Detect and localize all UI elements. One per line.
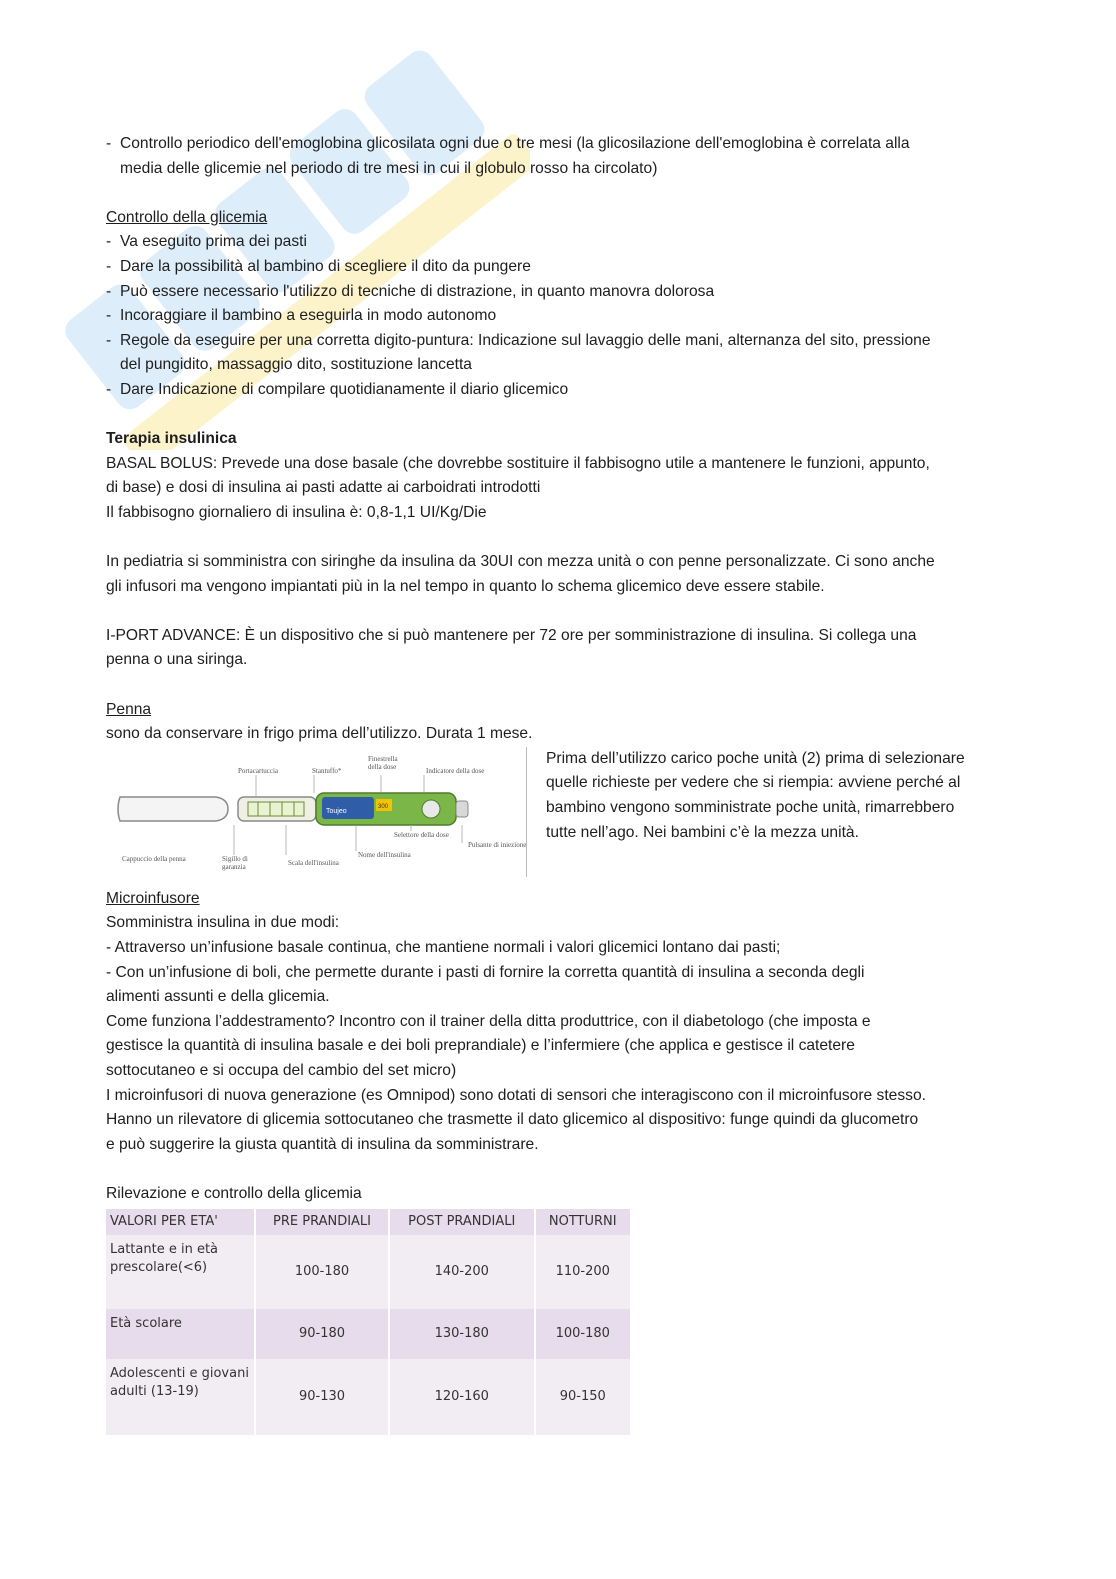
iport-line: penna o una siringa. (106, 651, 248, 669)
glycemia-table (106, 1209, 632, 1435)
iport-line: I-PORT ADVANCE: È un dispositivo che si può mantenere per 72 ore per somministrazione di insulina. Si collega una (106, 626, 917, 644)
column-header: PRE PRANDIALI (255, 1209, 389, 1235)
microinfusore-line: Come funziona l’addestramento? Incontro con il trainer della ditta produttrice, con il diabetologo (che imposta e (106, 1012, 871, 1030)
pen-brand-text: Toujeo (326, 807, 347, 815)
pen-label: Portacartuccia (238, 766, 279, 775)
column-header: VALORI PER ETA' (106, 1209, 255, 1235)
microinfusore-heading: Microinfusore (106, 889, 200, 907)
pen-label: Finestrella della dose (368, 754, 398, 771)
pen-label: Sigillo di garanzia (222, 854, 248, 871)
list-item: - Può essere necessario l'utilizzo di tecniche di distrazione, in quanto manovra dolorosa (106, 282, 715, 300)
basal-bolus-line: di base) e dosi di insulina ai pasti adatte ai carboidrati introdotti (106, 479, 541, 497)
penna-side-text: Prima dell’utilizzo carico poche unità (2) prima di selezionare quelle richieste per vedere che si riempia: avviene perché al bambino vengono somministrate poche unità, rimarrebbero tutte nell’ago. Nei bambini c’è la mezza unità. (546, 749, 965, 841)
pediatria-line: gli infusori ma vengono impiantati più in la nel tempo in quanto lo schema glicemico deve essere stabile. (106, 577, 825, 595)
hba1c-bullet: - Controllo periodico dell'emoglobina glicosilata ogni due o tre mesi (la glicosilazione dell'emoglobina è correlata alla media delle glicemie nel periodo di tre mesi in cui il globulo rosso ha circolato) (106, 135, 910, 177)
terapia-heading: Terapia insulinica (106, 430, 237, 448)
pen-label: Pulsante di iniezione (468, 840, 527, 849)
table-row: Adolescenti e giovani adulti (13-19) 90-130 120-160 90-150 (106, 1359, 631, 1435)
list-item: - Regole da eseguire per una corretta digito-puntura: Indicazione sul lavaggio delle mani, alternanza del sito, pressione del pungidito, massaggio dito, sostituzione lancetta (106, 331, 931, 374)
table-row: Età scolare 90-180 130-180 100-180 (106, 1309, 631, 1359)
microinfusore-line: - Attraverso un’infusione basale continua, che mantiene normali i valori glicemici lontano dai pasti; (106, 939, 781, 957)
list-item: - Dare Indicazione di compilare quotidianamente il diario glicemico (106, 380, 569, 398)
microinfusore-line: - Con un’infusione di boli, che permette durante i pasti di fornire la corretta quantità di insulina a seconda degli (106, 963, 865, 981)
list-item: - Dare la possibilità al bambino di scegliere il dito da pungere (106, 257, 531, 275)
pediatria-line: In pediatria si somministra con siringhe da insulina da 30UI con mezza unità o con penne personalizzate. Ci sono anche (106, 553, 935, 571)
list-item: - Va eseguito prima dei pasti (106, 233, 307, 251)
pen-label: Scala dell'insulina (288, 858, 339, 867)
microinfusore-line: alimenti assunti e della glicemia. (106, 988, 330, 1006)
pen-dose-text: 300 (378, 803, 389, 810)
penna-heading: Penna (106, 700, 152, 718)
basal-bolus-line: BASAL BOLUS: Prevede una dose basale (che dovrebbe sostituire il fabbisogno utile a mantenere le funzioni, appunto, (106, 454, 930, 472)
microinfusore-line: I microinfusori di nuova generazione (es Omnipod) sono dotati di sensori che interagiscono con il microinfusore stesso. (106, 1086, 926, 1104)
pen-label: Indicatore della dose (426, 766, 485, 775)
insulin-pen-figure (106, 747, 527, 877)
table-row: Lattante e in età prescolare(<6) 100-180 140-200 110-200 (106, 1235, 631, 1309)
column-header: POST PRANDIALI (389, 1209, 534, 1235)
penna-line: sono da conservare in frigo prima dell’utilizzo. Durata 1 mese. (106, 725, 533, 743)
list-item: - Incoraggiare il bambino a eseguirla in modo autonomo (106, 307, 497, 325)
table-header-row (106, 1209, 631, 1235)
microinfusore-line: e può suggerire la giusta quantità di insulina da somministrare. (106, 1135, 539, 1153)
document-page (106, 132, 1006, 1435)
controllo-heading: Controllo della glicemia (106, 208, 268, 226)
microinfusore-line: Hanno un rilevatore di glicemia sottocutaneo che trasmette il dato glicemico al dispositivo: funge quindi da glucometro (106, 1111, 919, 1129)
pen-label: Cappuccio della penna (122, 854, 186, 863)
microinfusore-line: sottocutaneo e si occupa del cambio del set micro) (106, 1062, 457, 1079)
fabbisogno-line: Il fabbisogno giornaliero di insulina è: 0,8-1,1 UI/Kg/Die (106, 503, 487, 521)
rilevazione-heading: Rilevazione e controllo della glicemia (106, 1184, 362, 1202)
microinfusore-line: gestisce la quantità di insulina basale e dei boli preprandiale) e l’infermiere (che applica e gestisce il catetere (106, 1037, 855, 1055)
microinfusore-line: Somministra insulina in due modi: (106, 914, 340, 932)
column-header: NOTTURNI (535, 1209, 632, 1235)
pen-label: Stantuffo* (312, 766, 342, 775)
pen-label: Selettore della dose (394, 830, 449, 839)
pen-label: Nome dell'insulina (358, 850, 411, 859)
